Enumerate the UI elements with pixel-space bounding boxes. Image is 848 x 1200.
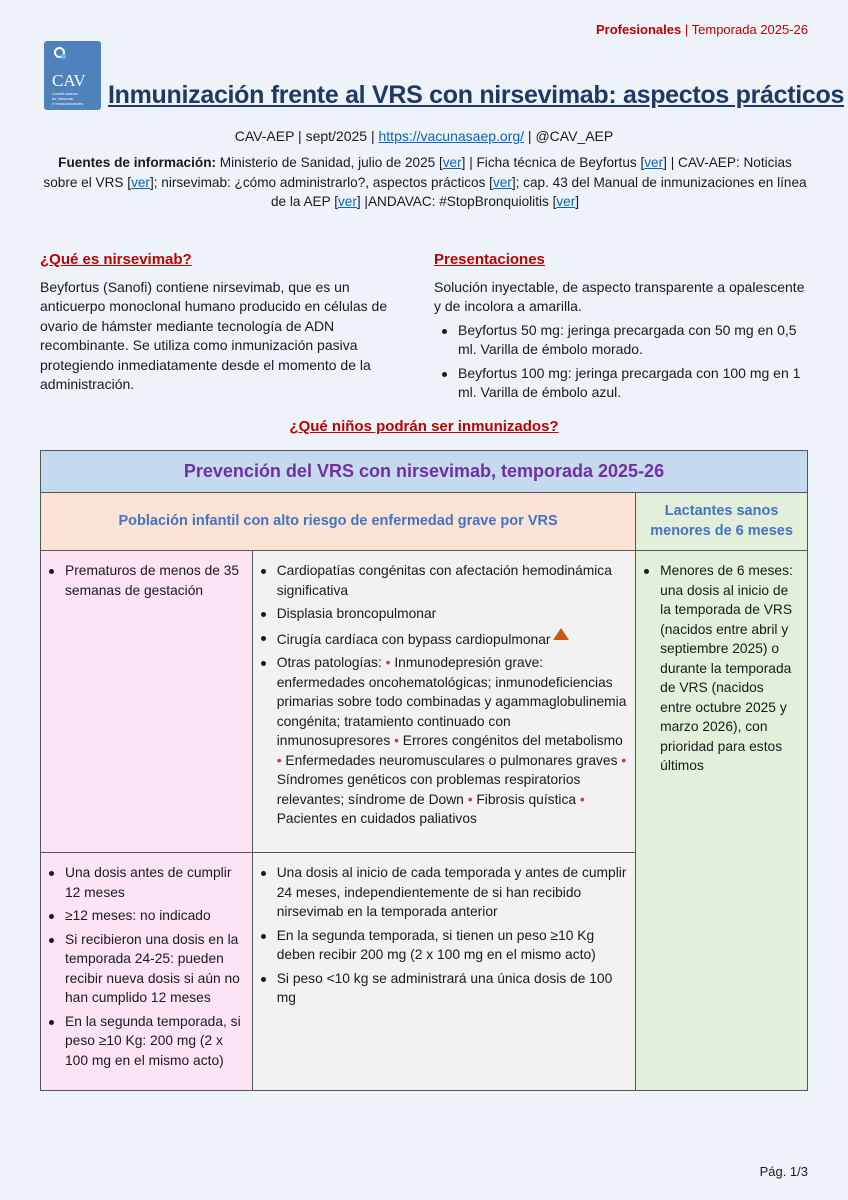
preterm-dosing-cell [41,853,253,1091]
list-item: Beyfortus 50 mg: jeringa precargada con 50 mg en 0,5 ml. Varilla de émbolo morado. [434,321,814,360]
list-item: Una dosis al inicio de cada temporada y antes de cumplir 24 meses, independientemente de si han recibido nirsevimab en la temporada anterior [253,863,627,922]
source-link[interactable]: ver [492,174,512,190]
list-item: Si recibieron una dosis en la temporada 24-25: pueden recibir nueva dosis si aún no han cumplido 12 meses [41,930,244,1008]
bullet: • [467,791,473,807]
item-text: Otras patologías: [276,655,386,670]
source-text: ] | CAV-AEP: Noticias sobre el VRS [ [43,155,792,190]
list-item-other [253,653,627,829]
meta-org: CAV-AEP | sept/2025 | [234,128,379,144]
list-item: ≥12 meses: no indicado [41,906,244,926]
website-link[interactable]: https://vacunasaep.org/ [378,128,525,144]
list-item: Prematuros de menos de 35 semanas de gestación [41,561,244,600]
bullet: • [621,752,627,768]
page-title: Inmunización frente al VRS con nirsevimab: aspectos prácticos [108,81,845,109]
list-item: En la segunda temporada, si peso ≥10 Kg: 200 mg (2 x 100 mg en el mismo acto) [41,1012,244,1071]
item-text: Fibrosis quística [476,791,580,807]
list-item: Cardiopatías congénitas con afectación hemodinámica significativa [253,561,627,600]
what-text: Beyfortus (Sanofi) contiene nirsevimab, que es un anticuerpo monoclonal humano producido en células de ovario de hámster mediante tecnología de ADN recombinante. Se utiliza como inmunización pasiva protegiendo inmediatamente desde el momento de la administración. [40,278,388,392]
source-text: Ministerio de Sanidad, julio de 2025 [ [216,155,443,170]
source-text: ] |ANDAVAC: #StopBronquiolitis [ [356,194,557,209]
section-label: Profesionales [595,22,682,37]
question-heading: ¿Qué niños podrán ser inmunizados? [289,418,559,435]
table-title: Prevención del VRS con nirsevimab, temporada 2025-26 [41,451,808,493]
what-section [40,250,415,395]
source-text: ] | Ficha técnica de Beyfortus [ [461,155,645,170]
header-tag [596,20,808,40]
presentations-section [434,250,814,403]
list-item: Menores de 6 meses: una dosis al inicio de la temporada de VRS (nacidos entre abril y septiembre 2025) o durante la temporada de VRS (nacidos entre octubre 2025 y marzo 2026), con prioridad para estos últimos [636,561,797,776]
item-text: Errores congénitos del metabolismo [402,733,623,748]
what-heading: ¿Qué es nirsevimab? [40,251,192,268]
conditions-cell [252,551,635,853]
meta-handle: | @CAV_AEP [524,128,614,144]
source-link[interactable]: ver [644,155,664,170]
separator: | [684,22,689,37]
list-item: Una dosis antes de cumplir 12 meses [41,863,244,902]
healthy-header: Lactantes sanos menores de 6 meses [636,493,808,551]
source-text: ]; nirsevimab: ¿cómo administrarlo?, aspectos prácticos [ [149,174,493,190]
preterm-cell [41,551,253,853]
source-link[interactable]: ver [131,174,150,190]
item-text: Pacientes en cuidados paliativos [276,811,477,826]
sources [40,153,810,212]
list-item: En la segunda temporada, si tienen un peso ≥10 Kg deben recibir 200 mg (2 x 100 mg en el mismo acto) [253,926,627,965]
conditions-dosing-cell [252,853,635,1091]
season-label: Temporada 2025-26 [691,22,808,37]
bullet: • [394,733,399,748]
list-item: Si peso <10 kg se administrará una única dosis de 100 mg [253,969,627,1008]
list-item [253,628,627,650]
item-text: Inmunodepresión grave: enfermedades oncohematológicas; inmunodeficiencias primarias sobre todo combinadas y agammaglobulinemia congénita; tratamiento continuado con inmunosupresores [276,655,627,748]
source-link[interactable]: ver [337,194,357,209]
presentations-heading: Presentaciones [434,251,545,268]
source-text: ]; cap. 43 del Manual de inmunizaciones en línea de la AEP [ [270,174,807,209]
risk-header: Población infantil con alto riesgo de enfermedad grave por VRS [41,493,636,551]
item-text: Enfermedades neuromusculares o pulmonares graves [285,752,622,768]
healthy-infants-cell [636,551,808,1091]
list-item: Beyfortus 100 mg: jeringa precargada con 100 mg en 1 ml. Varilla de émbolo azul. [434,364,814,403]
page-number: Pág. 1/3 [759,1164,808,1179]
meta-line [0,127,848,147]
source-link[interactable]: ver [556,194,576,209]
item-text: Cirugía cardíaca con bypass cardiopulmonar [276,631,551,647]
source-text: ] [575,194,580,209]
bullet: • [276,752,282,768]
bullet: • [579,791,585,807]
logo-ring-icon [54,47,65,58]
cav-logo: CAV Comité Asesor de Vacunas e Inmunizaciones [44,41,101,110]
item-text: Síndromes genéticos con problemas respiratorios relevantes; síndrome de Down [276,772,581,807]
list-item: Displasia broncopulmonar [253,604,627,624]
bullet: • [385,655,391,670]
warning-triangle-icon [553,628,569,640]
prevention-table [40,450,808,1091]
source-link[interactable]: ver [442,155,462,170]
sources-label: Fuentes de información: [58,155,217,170]
presentations-text: Solución inyectable, de aspecto transparente a opalescente y de incolora a amarilla. [434,278,805,314]
